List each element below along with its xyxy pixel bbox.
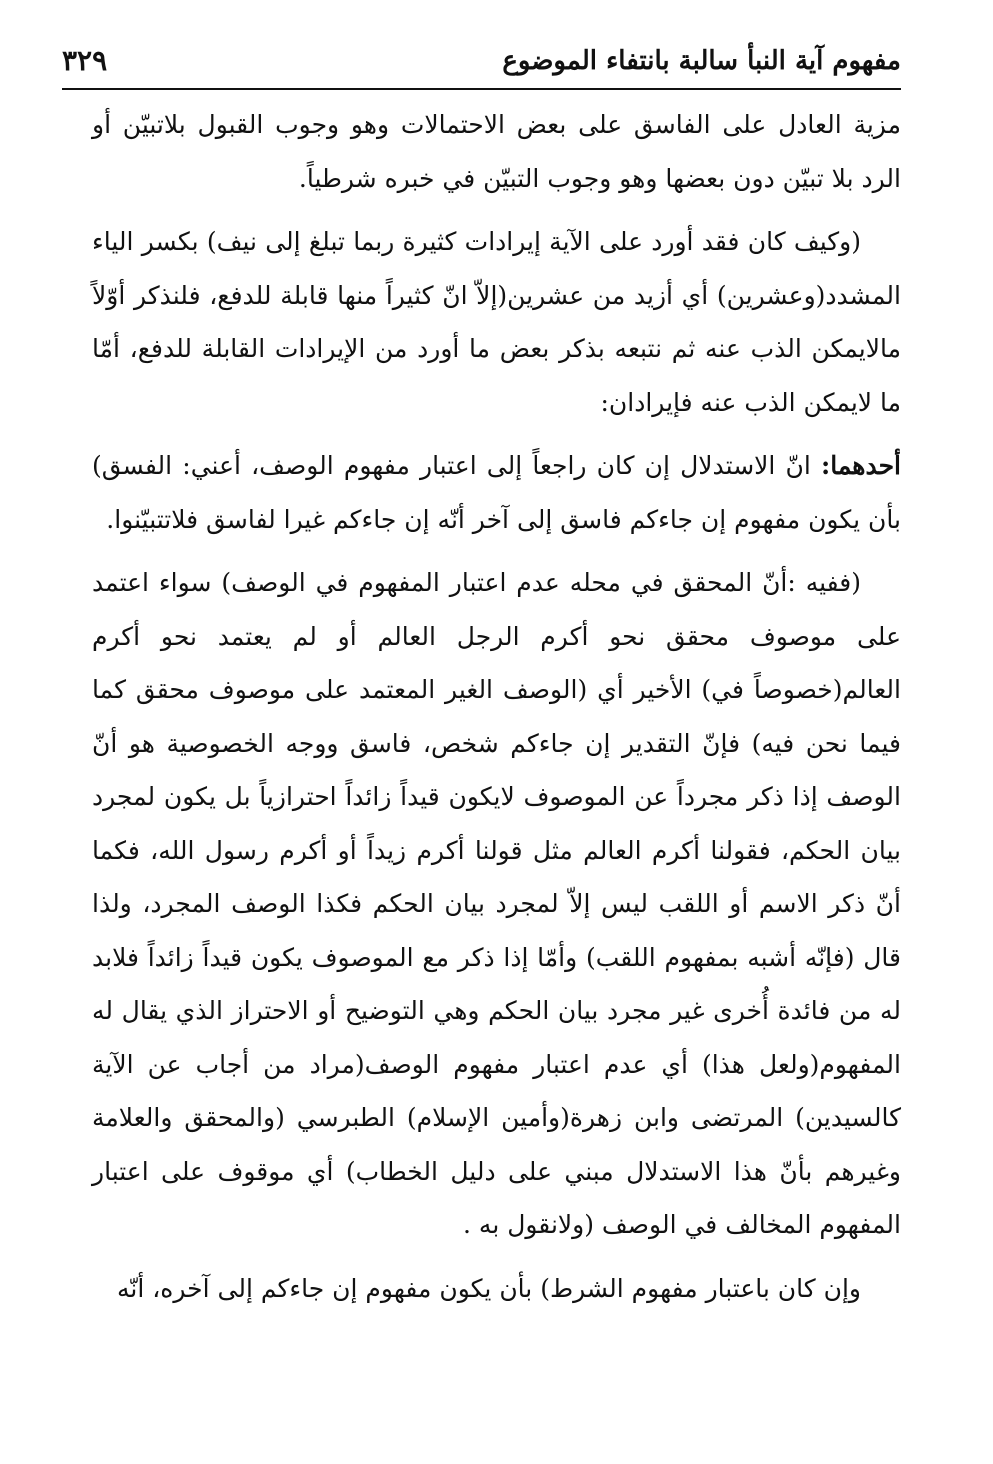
paragraph [92, 215, 901, 429]
body-text [92, 98, 901, 1315]
paragraph [92, 1262, 901, 1316]
paragraph-text: انّ الاستدلال إن كان راجعاً إلى اعتبار مفهوم الوصف، أعني: الفسق) بأن يكون مفهوم إن جاءكم فاسق إلى آخر أنّه إن جاءكم غيرا لفاسق فلاتتبيّنوا. [92, 451, 901, 534]
page-header [62, 40, 901, 90]
paragraph-text: مزية العادل على الفاسق على بعض الاحتمالات وهو وجوب القبول بلاتبيّن أو الرد بلا تبيّن دون بعضها وهو وجوب التبيّن في خبره شرطياً. [92, 110, 901, 193]
paragraph-text: وإن كان باعتبار مفهوم الشرط) بأن يكون مفهوم إن جاءكم إلى آخره، أنّه [116, 1273, 861, 1303]
paragraph [92, 98, 901, 205]
page-number: ٣٢٩ [62, 44, 108, 77]
paragraph-text: (وكيف كان فقد أورد على الآية إيرادات كثيرة ربما تبلغ إلى نيف) بكسر الياء المشدد(وعشرين) أي أزيد من عشرين(إلاّ انّ كثيراً منها قابلة للدفع، فلنذكر أوّلاً مالايمكن الذب عنه ثم نتبعه بذكر بعض ما أورد من الإيرادات القابلة للدفع، أمّا ما لايمكن الذب عنه فإيرادان: [92, 227, 901, 417]
paragraph-text: (ففيه :أنّ المحقق في محله عدم اعتبار المفهوم في الوصف) سواء اعتمد على موصوف محقق نحو أكرم الرجل العالم أو لم يعتمد نحو أكرم العالم(خصوصاً في) الأخير أي (الوصف الغير المعتمد على موصوف محقق كما فيما نحن فيه) فإنّ التقدير إن جاءكم شخص، فاسق ووجه الخصوصية هو أنّ الوصف إذا ذكر مجرداً عن الموصوف لايكون قيداً زائداً احترازياً بل يكون لمجرد بيان الحكم، فقولنا أكرم العالم مثل قولنا أكرم زيداً أو أكرم رسول الله، فكما أنّ ذكر الاسم أو اللقب ليس إلاّ لمجرد بيان الحكم فكذا الوصف المجرد، ولذا قال (فإنّه أشبه بمفهوم اللقب) وأمّا إذا ذكر مع الموصوف يكون قيداً زائداً فلابد له من فائدة أُخرى غير مجرد بيان الحكم وهي التوضيح أو الاحتراز الذي يقال له المفهوم(ولعل هذا) أي عدم اعتبار مفهوم الوصف(مراد من أجاب عن الآية كالسيدين) المرتضى وابن زهرة(وأمين الإسلام) الطبرسي (والمحقق والعلامة وغيرهم بأنّ هذا الاستدلال مبني على دليل الخطاب) أي موقوف على اعتبار المفهوم المخالف في الوصف (ولانقول به . [92, 568, 901, 1239]
paragraph-lead: أحدهما: [820, 451, 901, 480]
header-rule [62, 88, 901, 90]
paragraph [92, 556, 901, 1252]
paragraph [92, 439, 901, 546]
running-title: مفهوم آية النبأ سالبة بانتفاء الموضوع [502, 46, 901, 76]
